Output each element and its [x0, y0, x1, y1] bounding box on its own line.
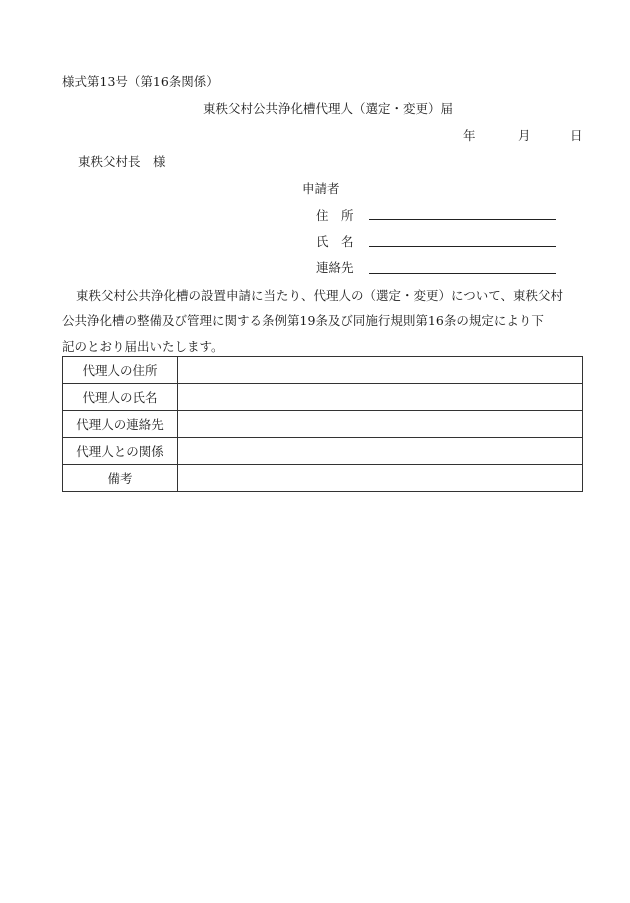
value-cell-agent-name[interactable]	[178, 384, 583, 411]
applicant-name-line[interactable]	[369, 246, 556, 247]
agent-info-table	[62, 356, 583, 492]
table-row	[63, 411, 583, 438]
date-year-label: 年	[463, 128, 476, 143]
value-cell-agent-address[interactable]	[178, 357, 583, 384]
body-line-2: 公共浄化槽の整備及び管理に関する条例第19条及び同施行規則第16条の規定により下	[62, 313, 544, 328]
date-month-label: 月	[518, 128, 531, 143]
applicant-address-label: 住 所	[316, 208, 354, 223]
form-title: 東秩父村公共浄化槽代理人（選定・変更）届	[203, 101, 454, 116]
applicant-contact-label: 連絡先	[316, 260, 354, 275]
applicant-address-line[interactable]	[369, 219, 556, 220]
table-row	[63, 465, 583, 492]
value-cell-agent-contact[interactable]	[178, 411, 583, 438]
applicant-name-label: 氏 名	[316, 234, 354, 249]
body-line-1: 東秩父村公共浄化槽の設置申請に当たり、代理人の（選定・変更）について、東秩父村	[76, 288, 564, 303]
form-number: 様式第13号（第16条関係）	[62, 74, 219, 89]
table-row	[63, 384, 583, 411]
value-cell-remarks[interactable]	[178, 465, 583, 492]
row-label-agent-address: 代理人の住所	[63, 357, 178, 384]
addressee: 東秩父村長 様	[78, 154, 166, 169]
applicant-contact-line[interactable]	[369, 273, 556, 274]
date-day-label: 日	[570, 128, 583, 143]
row-label-agent-contact: 代理人の連絡先	[63, 411, 178, 438]
body-line-3: 記のとおり届出いたします。	[62, 339, 224, 354]
table-row	[63, 357, 583, 384]
table-row	[63, 438, 583, 465]
row-label-agent-name: 代理人の氏名	[63, 384, 178, 411]
row-label-agent-relationship: 代理人との関係	[63, 438, 178, 465]
applicant-heading: 申請者	[302, 181, 340, 196]
value-cell-agent-relationship[interactable]	[178, 438, 583, 465]
row-label-remarks: 備考	[63, 465, 178, 492]
